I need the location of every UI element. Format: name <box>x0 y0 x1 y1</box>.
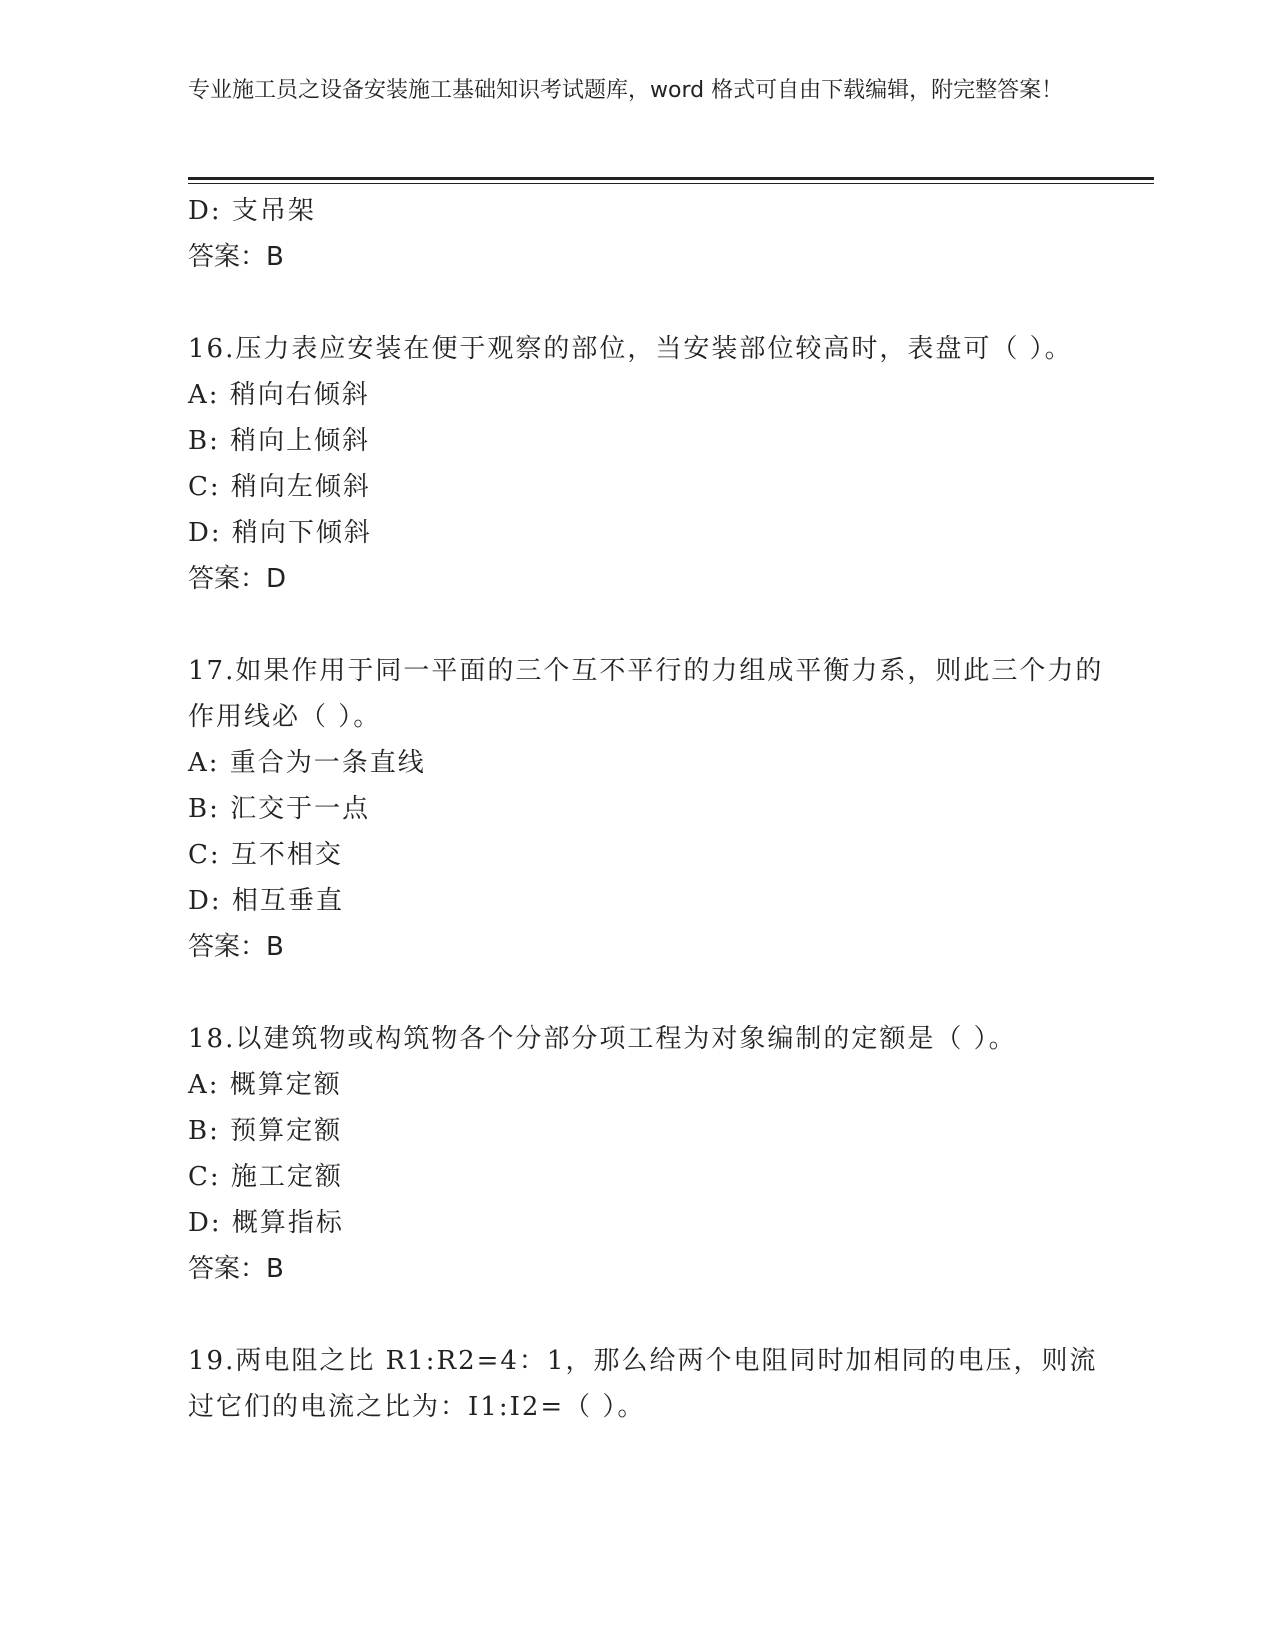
option-b: B: 汇交于一点 <box>188 794 371 824</box>
option-a: A: 重合为一条直线 <box>188 748 426 778</box>
spacer <box>188 280 1118 326</box>
question-content <box>188 188 1118 1430</box>
option-c: C: 互不相交 <box>188 840 343 870</box>
option-d: D: 相互垂直 <box>188 886 344 916</box>
option-a: A: 概算定额 <box>188 1070 342 1100</box>
header-divider-thin <box>188 183 1154 184</box>
question-19 <box>188 1338 1118 1430</box>
question-text: 19.两电阻之比 R1:R2=4：1，那么给两个电阻同时加相同的电压，则流过它们的电流之比为：I1:I2=（ ）。 <box>188 1346 1098 1422</box>
option-a: A: 稍向右倾斜 <box>188 380 370 410</box>
prev-answer: 答案：B <box>188 242 284 272</box>
document-header: 专业施工员之设备安装施工基础知识考试题库，word 格式可自由下载编辑，附完整答案！ <box>188 78 1064 103</box>
spacer <box>188 970 1118 1016</box>
option-b: B: 预算定额 <box>188 1116 343 1146</box>
question-17 <box>188 648 1118 970</box>
spacer <box>188 1292 1118 1338</box>
answer: 答案：D <box>188 564 287 594</box>
answer: 答案：B <box>188 932 284 962</box>
header-divider-thick <box>188 177 1154 180</box>
prev-option-d: D: 支吊架 <box>188 196 316 226</box>
question-text: 18.以建筑物或构筑物各个分部分项工程为对象编制的定额是（ ）。 <box>188 1024 1017 1054</box>
answer: 答案：B <box>188 1254 284 1284</box>
question-18 <box>188 1016 1118 1292</box>
option-c: C: 施工定额 <box>188 1162 343 1192</box>
question-text: 17.如果作用于同一平面的三个互不平行的力组成平衡力系，则此三个力的作用线必（ ）。 <box>188 656 1104 732</box>
option-d: D: 稍向下倾斜 <box>188 518 372 548</box>
question-text: 16.压力表应安装在便于观察的部位，当安装部位较高时，表盘可（ ）。 <box>188 334 1073 364</box>
spacer <box>188 602 1118 648</box>
question-16 <box>188 326 1118 602</box>
option-c: C: 稍向左倾斜 <box>188 472 371 502</box>
option-d: D: 概算指标 <box>188 1208 344 1238</box>
option-b: B: 稍向上倾斜 <box>188 426 371 456</box>
